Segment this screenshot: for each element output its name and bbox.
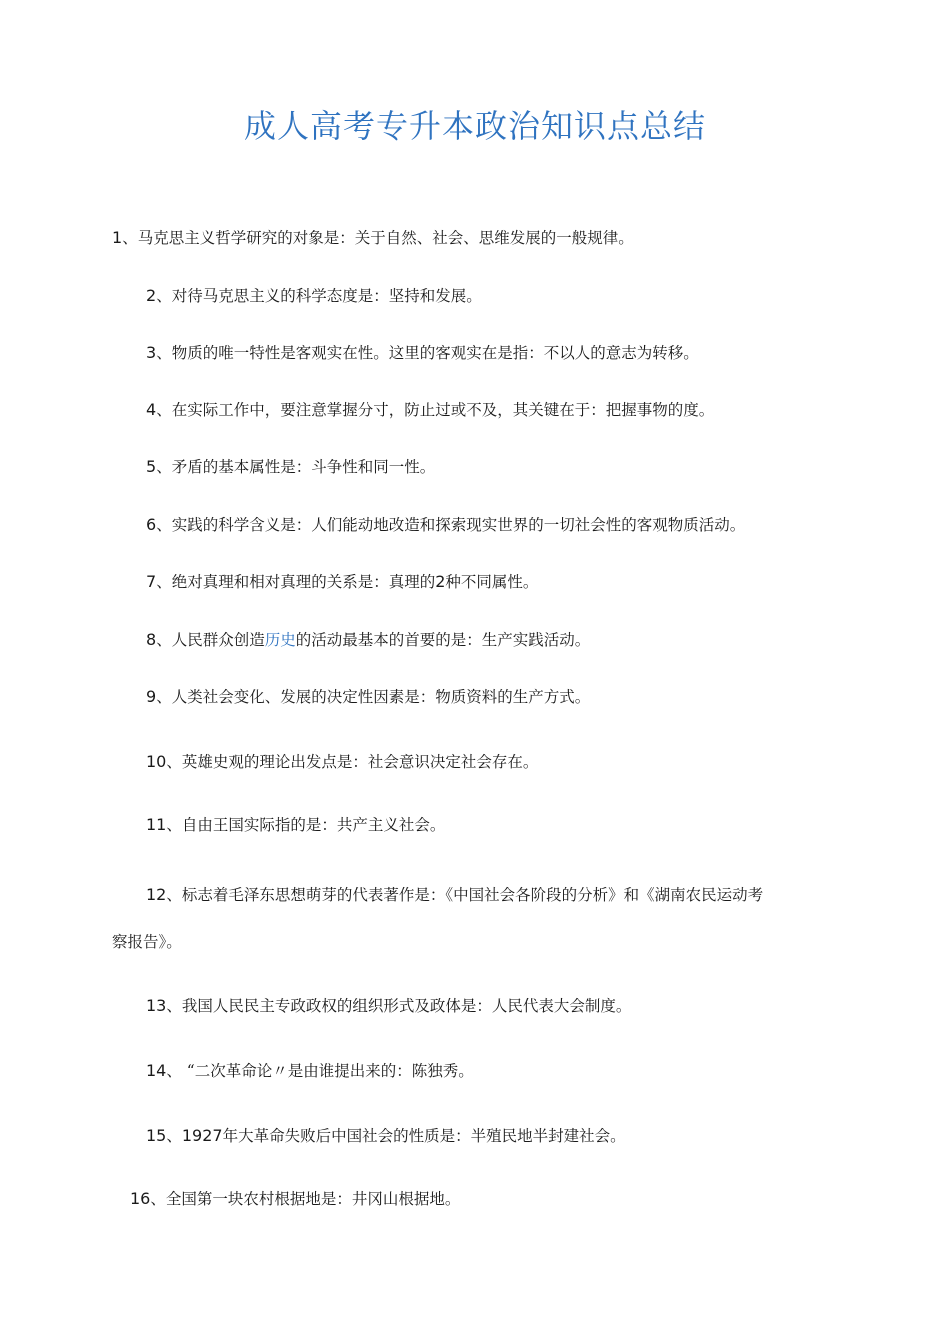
item-text: 、英雄史观的理论出发点是：社会意识决定社会存在。 [166,753,539,771]
item-number: 8 [146,630,157,649]
list-item-8 [146,629,590,651]
list-item-3 [146,342,699,364]
item-text-tail: 的活动最基本的首要的是：生产实践活动。 [295,631,591,649]
item-number: 5 [146,457,157,476]
item-text-tail: 年大革命失败后中国社会的性质是：半殖民地半封建社会。 [222,1127,626,1145]
item-number: 15 [146,1126,167,1145]
list-item-9 [146,686,590,708]
list-item-10 [146,751,538,773]
item-text: 、物质的唯一特性是客观实在性。这里的客观实在是指：不以人的意志为转移。 [156,344,699,362]
list-item-11 [146,814,445,836]
list-item-6 [146,514,745,536]
inline-number: 2 [435,572,446,591]
list-item-14 [146,1060,474,1082]
item-text: 、 [166,1127,182,1145]
item-text: 、马克思主义哲学研究的对象是：关于自然、社会、思维发展的一般规律。 [122,229,634,247]
item-text: 、人类社会变化、发展的决定性因素是：物质资料的生产方式。 [156,688,591,706]
item-text: 、矛盾的基本属性是：斗争性和同一性。 [156,458,436,476]
history-link[interactable]: 历史 [264,631,296,649]
list-item-2 [146,285,482,307]
item-text: 、实践的科学含义是：人们能动地改造和探索现实世界的一切社会性的客观物质活动。 [156,516,746,534]
item-number: 13 [146,996,167,1015]
item-number: 7 [146,572,157,591]
list-item-5 [146,456,435,478]
list-item-15 [146,1125,626,1147]
item-text: 、人民群众创造 [156,631,265,649]
item-text: 、对待马克思主义的科学态度是：坚持和发展。 [156,287,482,305]
item-number: 10 [146,752,167,771]
item-text: 、标志着毛泽东思想萌芽的代表著作是：《中国社会各阶段的分析》和《湖南农民运动考 [166,886,764,904]
list-item-7 [146,571,538,593]
item-number: 1 [112,228,123,247]
item-text: 、绝对真理和相对真理的关系是：真理的 [156,573,436,591]
item-number: 9 [146,687,157,706]
item-number: 16 [130,1189,151,1208]
list-item-1 [112,227,634,249]
item-text: 、我国人民民主专政政权的组织形式及政体是：人民代表大会制度。 [166,997,632,1015]
item-text: 、 “二次革命论〃是由谁提出来的：陈独秀。 [166,1062,474,1080]
list-item-12-continuation: 察报告》。 [112,933,182,951]
item-number: 11 [146,815,167,834]
item-number: 6 [146,515,157,534]
list-item-13 [146,995,631,1017]
list-item-16 [130,1188,460,1210]
item-text: 、自由王国实际指的是：共产主义社会。 [166,816,446,834]
list-item-4 [146,399,714,421]
item-text-tail: 种不同属性。 [445,573,539,591]
item-number: 4 [146,400,157,419]
item-number: 2 [146,286,157,305]
item-text: 、在实际工作中，要注意掌握分寸，防止过或不及，其关键在于：把握事物的度。 [156,401,715,419]
item-number: 3 [146,343,157,362]
item-text: 、全国第一块农村根据地是：井冈山根据地。 [150,1190,461,1208]
inline-number: 1927 [181,1126,223,1145]
item-number: 12 [146,885,167,904]
item-number: 14 [146,1061,167,1080]
page-title: 成人高考专升本政治知识点总结 [243,107,706,145]
list-item-12 [146,884,763,906]
